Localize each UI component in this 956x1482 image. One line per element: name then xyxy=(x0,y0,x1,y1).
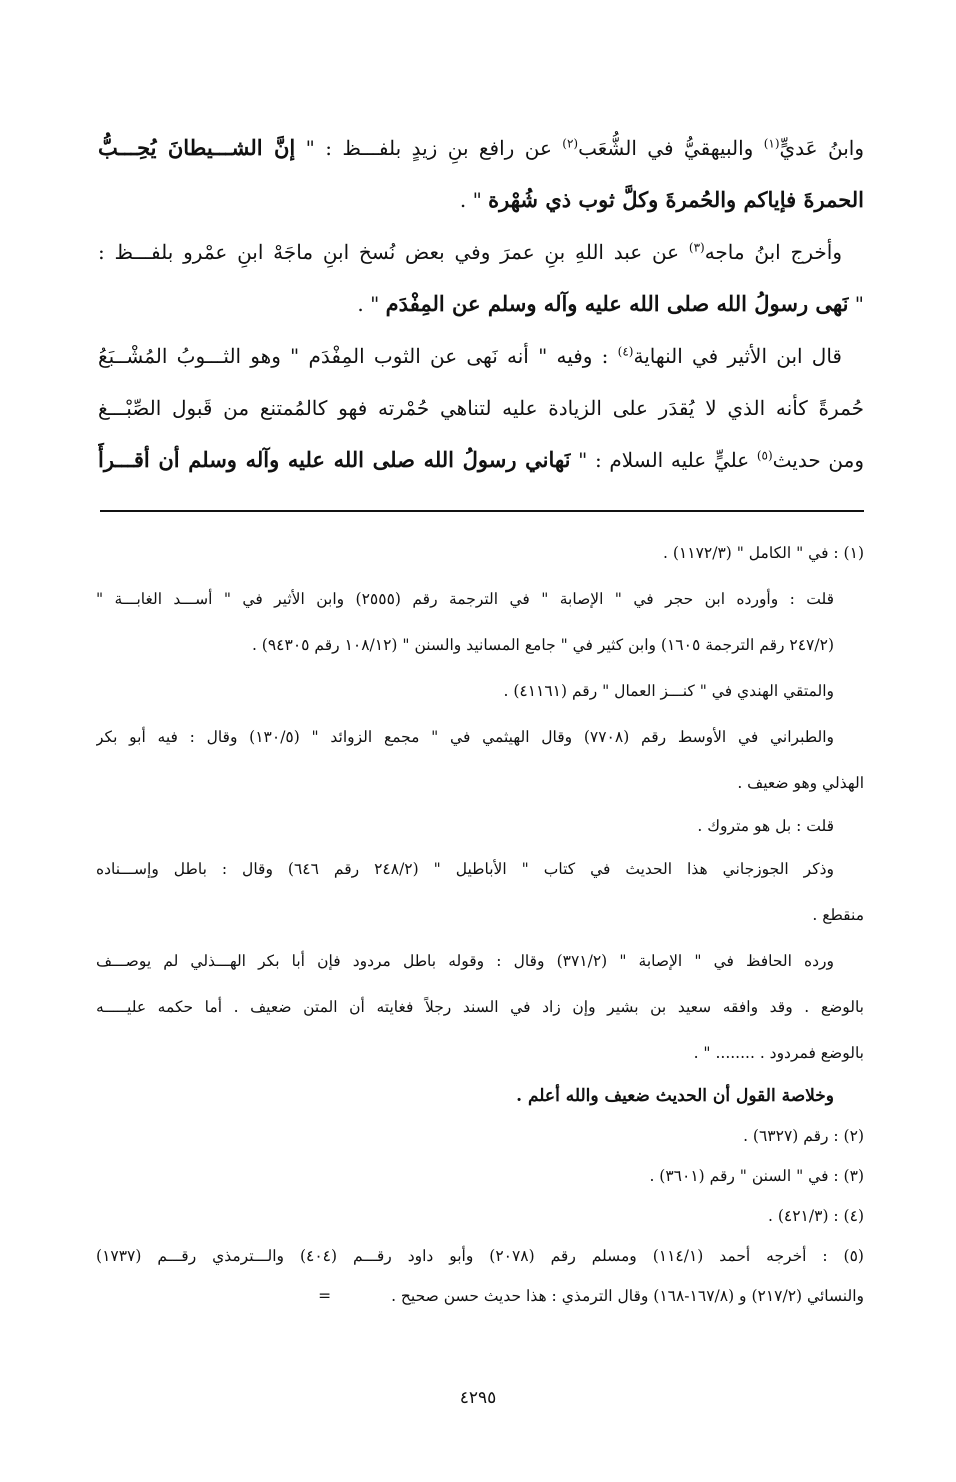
footnote-1-line: وذكر الجوزجاني هذا الحديث في كتاب " الأباطيل " (٢٤٨/٢ رقم ٦٤٦) وقال : باطل وإســـناده xyxy=(96,860,834,878)
footnote-1-line: ورده الحافظ في " الإصابة " (٣٧١/٢) وقال : وقوله باطل مردود فإن أبا بكر الهـــذلي لم يوصـــف xyxy=(96,952,834,970)
footnote-1-line: الهذلي وهو ضعيف . xyxy=(737,774,864,792)
footnote-1: (١) : في " الكامل " (١١٧٢/٣) . xyxy=(663,544,864,562)
main-line-7 xyxy=(98,434,864,486)
footnote-ref-2: (٢) xyxy=(562,136,579,151)
text-segment: ومن حديث xyxy=(772,448,864,472)
continuation-mark: = xyxy=(318,1287,332,1305)
main-text xyxy=(98,122,864,486)
footnote-divider xyxy=(100,510,864,512)
main-line-3 xyxy=(98,226,864,278)
footnote-1-line: والمتقي الهندي في " كنـــز العمال " رقم (٤١١٦١) . xyxy=(503,682,834,700)
footnote-1-line: منقطع . xyxy=(812,906,864,924)
hadith-text-bold: نَهى رسولُ الله صلى الله عليه وآله وسلم عن المِفْدَم xyxy=(385,291,849,316)
text-segment: والبيهقيُّ في الشُّعَب xyxy=(578,136,764,160)
footnote-4: (٤) : (٤٢١/٣) . xyxy=(768,1207,864,1225)
footnotes xyxy=(96,530,864,1316)
footnote-3: (٣) : في " السنن " رقم (٣٦٠١) . xyxy=(649,1167,864,1185)
footnote-ref-1: (١) xyxy=(763,136,780,151)
footnote-1-line: قلت : بل هو متروك . xyxy=(697,817,834,835)
footnote-1-line: بالوضع . وقد وافقه سعيد بن بشير وإن زاد في السند رجلاً فغايته أن المتن ضعيف . أما حكمه عليـــــه xyxy=(96,998,864,1016)
footnote-ref-5: (٥) xyxy=(756,448,773,463)
text-segment: عن عبد اللهِ بنِ عمرَ وفي بعض نُسخ ابنِ ماجَهْ ابنِ عمْرو بلفـــظ : xyxy=(98,240,689,264)
main-line-4 xyxy=(98,278,864,330)
main-line-6 xyxy=(98,382,864,434)
main-line-2 xyxy=(98,174,864,226)
hadith-text-bold: نَهاني رسولُ الله صلى الله عليه وآله وسلم أن أقـــرأَ xyxy=(98,447,571,472)
text-segment: : وفيه " أنه نَهى عن الثوب المِفْدَم " وهو الثـــوبُ المُشْــبَعُ xyxy=(98,344,618,368)
footnote-1-conclusion: وخلاصة القول أن الحديث ضعيف والله أعلم . xyxy=(516,1086,834,1106)
page-number: ٤٢٩٥ xyxy=(459,1388,497,1408)
text-segment: وأخرج ابنُ ماجه xyxy=(704,240,842,264)
footnote-1-line: (٢٤٧/٢ رقم الترجمة ١٦٠٥) وابن كثير في " جامع المسانيد والسنن " (١٠٨/١٢ رقم ٩٤٣٠٥) . xyxy=(251,636,834,654)
hadith-text-bold: إنَّ الشـــيطانَ يُحِـــبُّ xyxy=(98,135,296,160)
footnote-1-line: بالوضع فمردود . ........ " . xyxy=(693,1044,864,1062)
footnote-2: (٢) : رقم (٦٣٢٧) . xyxy=(743,1127,864,1145)
footnote-1-line: قلت : وأورده ابن حجر في " الإصابة " في الترجمة رقم (٢٥٥٥) وابن الأثير في " أســـد الغابـــة " xyxy=(96,590,835,608)
text-segment: عن رافع بنِ زيدٍ بلفـــظ : " xyxy=(295,136,563,160)
footnote-1-line: والطبراني في الأوسط رقم (٧٧٠٨) وقال الهيثمي في " مجمع الزوائد " (١٣٠/٥) وقال : فيه أبو بكر xyxy=(96,728,835,746)
footnote-5-text: والنسائي (٢١٧/٢) و (١٦٧/٨-١٦٨) وقال الترمذي : هذا حديث حسن صحيح . xyxy=(391,1287,864,1305)
text-segment: وابنُ عَديٍّ xyxy=(779,136,864,160)
main-line-5 xyxy=(98,330,864,382)
hadith-text-bold: الحمرةَ فإياكم والحُمرةَ وكلَّ ثوب ذي شُهْرة xyxy=(488,187,864,212)
text-segment: " xyxy=(848,292,864,316)
text-segment: عليٍّ عليه السلام : " xyxy=(570,448,757,472)
footnote-ref-4: (٤) xyxy=(617,344,634,359)
footnote-5-line xyxy=(96,1276,864,1316)
main-line-1 xyxy=(98,122,864,174)
text-segment: حُمرةً كأنه الذي لا يُقدَر على الزيادة عليه لتناهي حُمْرته فهو كالمُمتنع من قَبول الصِّبْـــغ xyxy=(98,396,864,420)
text-segment: " . xyxy=(357,292,386,316)
footnote-5: (٥) : أخرجه أحمد (١١٤/١) ومسلم رقم (٢٠٧٨) وأبو داود رقـــم (٤٠٤) والـــترمذي رقـــم (١٧٣٧) xyxy=(96,1247,864,1265)
text-segment: " . xyxy=(459,188,489,212)
text-segment: قال ابن الأثير في النهاية xyxy=(633,344,842,368)
footnote-ref-3: (٣) xyxy=(688,240,705,255)
